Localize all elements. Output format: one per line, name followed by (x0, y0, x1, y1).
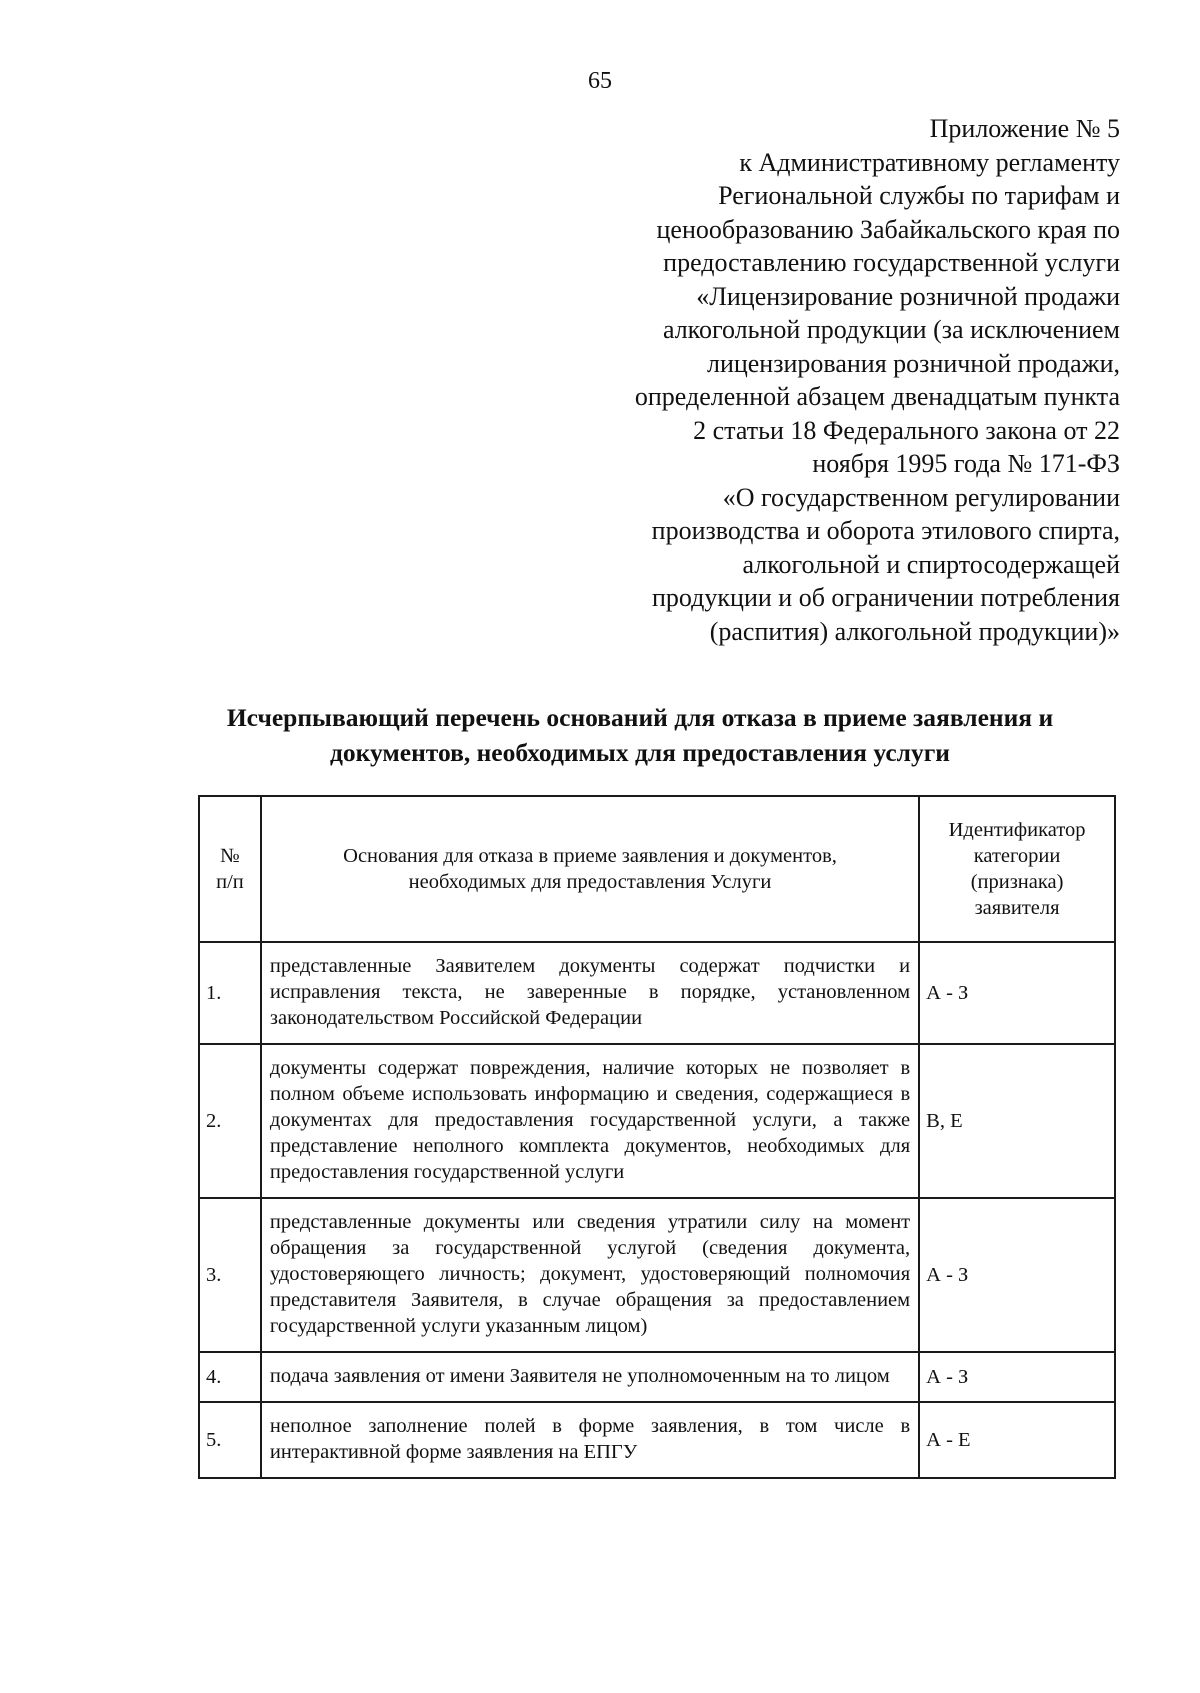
appendix-line: «О государственном регулировании (722, 482, 1120, 512)
appendix-line: Приложение № 5 (929, 114, 1120, 143)
row-grounds: представленные документы или сведения утратили силу на момент обращения за государственной услугой (сведения документа, удостоверяющего личность; документ, удостоверяющий полномочия представителя Заявителя, в случае обращения за предоставлением государственной услуги указанным лицом) (261, 1198, 919, 1352)
appendix-header (480, 112, 1120, 648)
appendix-line: 2 статьи 18 Федерального закона от 22 (693, 415, 1120, 445)
table-header-row (199, 796, 1115, 942)
row-identifier: А - З (919, 1198, 1115, 1352)
appendix-line: предоставлению государственной услуги (663, 248, 1120, 277)
row-grounds: подача заявления от имени Заявителя не уполномоченным на то лицом (261, 1352, 919, 1402)
row-identifier: А - З (919, 942, 1115, 1044)
appendix-line: алкогольной продукции (за исключением (662, 315, 1120, 344)
row-identifier: А - З (919, 1352, 1115, 1402)
row-number: 1. (199, 942, 261, 1044)
row-identifier: А - Е (919, 1402, 1115, 1478)
header-identifier-line: Идентификатор (948, 819, 1086, 841)
appendix-line: «Лицензирование розничной продажи (696, 281, 1120, 311)
row-number: 2. (199, 1044, 261, 1198)
header-identifier (919, 796, 1115, 942)
header-number-line: п/п (216, 871, 244, 893)
appendix-line: Региональной службы по тарифам и (718, 181, 1120, 210)
table-row (199, 1044, 1115, 1198)
appendix-line: продукции и об ограничении потребления (652, 583, 1120, 612)
table-row (199, 942, 1115, 1044)
row-number: 5. (199, 1402, 261, 1478)
header-number-line: № (220, 845, 240, 867)
appendix-line: лицензирования розничной продажи, (706, 348, 1120, 378)
header-grounds-line: необходимых для предоставления Услуги (408, 871, 772, 893)
title-line-2: документов, необходимых для предоставления услуги (330, 738, 950, 767)
appendix-line: ноября 1995 года № 171-ФЗ (812, 449, 1120, 478)
appendix-line: ценообразованию Забайкальского края по (656, 214, 1120, 244)
row-grounds: документы содержат повреждения, наличие которых не позволяет в полном объеме использовать информацию и сведения, содержащиеся в документах для предоставления государственной услуги, а также представление неполного комплекта документов, необходимых для предоставления государственной услуги (261, 1044, 919, 1198)
refusal-grounds-table (198, 795, 1116, 1479)
header-grounds (261, 796, 919, 942)
header-number (199, 796, 261, 942)
header-identifier-line: (признака) (970, 871, 1064, 893)
row-grounds: представленные Заявителем документы содержат подчистки и исправления текста, не заверенные в порядке, установленном законодательством Российской Федерации (261, 942, 919, 1044)
appendix-line: к Административному регламенту (739, 147, 1120, 177)
page-number: 65 (588, 68, 612, 94)
row-number: 3. (199, 1198, 261, 1352)
appendix-line: определенной абзацем двенадцатым пункта (634, 382, 1120, 411)
header-identifier-line: категории (973, 845, 1061, 867)
appendix-line: производства и оборота этилового спирта, (651, 516, 1120, 545)
table-row (199, 1402, 1115, 1478)
appendix-line: алкогольной и спиртосодержащей (742, 549, 1120, 579)
title-line-1: Исчерпывающий перечень оснований для отказа в приеме заявления и (226, 703, 1054, 732)
row-grounds: неполное заполнение полей в форме заявления, в том числе в интерактивной форме заявления на ЕПГУ (261, 1402, 919, 1478)
row-identifier: В, Е (919, 1044, 1115, 1198)
table-row (199, 1198, 1115, 1352)
header-grounds-line: Основания для отказа в приеме заявления и документов, (343, 845, 837, 867)
document-title (150, 700, 1130, 770)
appendix-line: (распития) алкогольной продукции)» (709, 616, 1120, 646)
header-identifier-line: заявителя (974, 897, 1060, 919)
table-row (199, 1352, 1115, 1402)
row-number: 4. (199, 1352, 261, 1402)
